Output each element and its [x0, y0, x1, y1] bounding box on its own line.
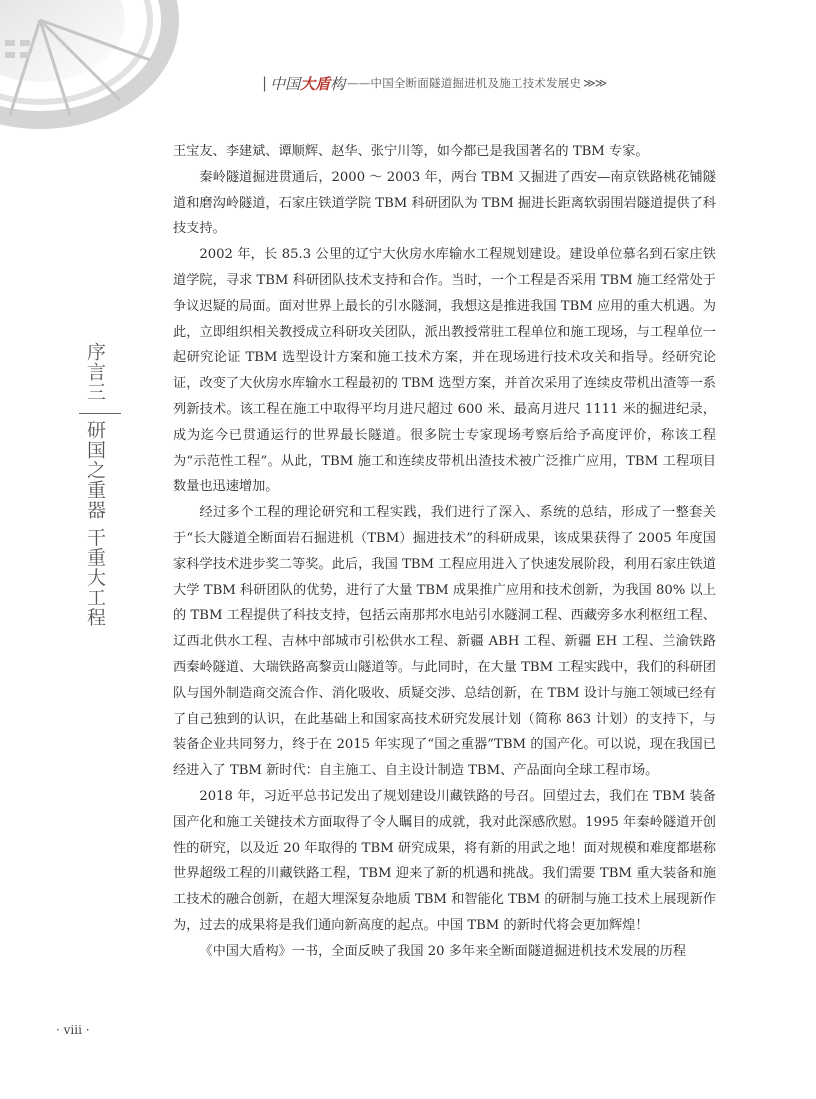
book-brand-part-1: 中国	[270, 74, 301, 93]
paragraph: 经过多个工程的理论研究和工程实践，我们进行了深入、系统的总结，形成了一整套关于“长大隧道全断面岩石掘进机（TBM）掘进技术”的科研成果，该成果获得了 2005 年度国家科学技术进步奖二等奖。此后，我国 TBM 工程应用进入了快速发展阶段，利用石家庄铁道大学 TBM 科研团队的优势，进行了大量 TBM 成果推广应用和技术创新，为我国 80% 以上的 TBM 工程提供了科技支持，包括云南那邦水电站引水隧洞工程、西藏旁多水利枢纽工程、辽西北供水工程、吉林中部城市引松供水工程、新疆 ABH 工程、新疆 EH 工程、兰渝铁路西秦岭隧道、大瑞铁路高黎贡山隧道等。与此同时，在大量 TBM 工程实践中，我们的科研团队与国外制造商交流合作、消化吸收、质疑交涉、总结创新，在 TBM 设计与施工领域已经有了自己独到的认识，在此基础上和国家高技术研究发展计划（简称 863 计划）的支持下，与装备企业共同努力，终于在 2015 年实现了“国之重器”TBM 的国产化。可以说，现在我国已经进入了 TBM 新时代：自主施工、自主设计制造 TBM、产品面向全球工程市场。	[173, 505, 716, 779]
section-label: 序言三	[84, 342, 106, 402]
paragraph: 《中国大盾构》一书，全面反映了我国 20 多年来全断面隧道掘进机技术发展的历程	[199, 943, 687, 959]
paragraph: 秦岭隧道掘进贯通后，2000 ～ 2003 年，两台 TBM 又掘进了西安—南京铁路桃花铺隧道和磨沟岭隧道，石家庄铁道学院 TBM 科研团队为 TBM 掘进长距离软弱围岩隧道提供了科技支持。	[173, 169, 716, 237]
section-divider	[79, 413, 121, 414]
section-title: 研国之重器 干重大工程	[84, 420, 106, 628]
tunnel-boring-machine-decoration	[0, 0, 200, 135]
book-brand-part-3: 构	[330, 74, 346, 93]
paragraph: 王宝友、李建斌、谭顺辉、赵华、张宁川等，如今都已是我国著名的 TBM 专家。	[173, 144, 649, 159]
page-number: · viii ·	[56, 1023, 90, 1037]
running-header	[262, 72, 606, 94]
body-text	[173, 139, 716, 965]
header-arrows: ≫≫	[583, 76, 607, 90]
paragraph: 2018 年，习近平总书记发出了规划建设川藏铁路的号召。回望过去，我们在 TBM 装备国产化和施工关键技术方面取得了令人瞩目的成就，我对此深感欣慰。1995 年秦岭隧道开创性的研究，以及近 20 年取得的 TBM 研究成果，将有新的用武之地！面对规模和难度都堪称世界超级工程的川藏铁路工程，TBM 迎来了新的机遇和挑战。我们需要 TBM 重大装备和施工技术的融合创新，在超大埋深复杂地质 TBM 和智能化 TBM 的研制与施工技术上展现新作为，过去的成果将是我们通向新高度的起点。中国 TBM 的新时代将会更加辉煌！	[173, 788, 716, 933]
header-bar: |	[262, 74, 268, 92]
book-subtitle: ——中国全断面隧道掘进机及施工技术发展史	[347, 76, 582, 90]
book-brand-part-2: 大盾	[300, 74, 331, 93]
paragraph: 2002 年，长 85.3 公里的辽宁大伙房水库输水工程规划建设。建设单位慕名到石家庄铁道学院，寻求 TBM 科研团队技术支持和合作。当时，一个工程是否采用 TBM 施工经常处于争议迟疑的局面。面对世界上最长的引水隧洞，我想这是推进我国 TBM 应用的重大机遇。为此，立即组织相关教授成立科研攻关团队，派出教授常驻工程单位和施工现场，与工程单位一起研究论证 TBM 选型设计方案和施工技术方案，并在现场进行技术攻关和指导。经研究论证，改变了大伙房水库输水工程最初的 TBM 选型方案，并首次采用了连续皮带机出渣等一系列新技术。该工程在施工中取得平均月进尺超过 600 米、最高月进尺 1111 米的掘进纪录，成为迄今已贯通运行的世界最长隧道。很多院士专家现场考察后给予高度评价，称该工程为“示范性工程”。从此，TBM 施工和连续皮带机出渣技术被广泛推广应用，TBM 工程项目数量也迅速增加。	[173, 247, 716, 495]
